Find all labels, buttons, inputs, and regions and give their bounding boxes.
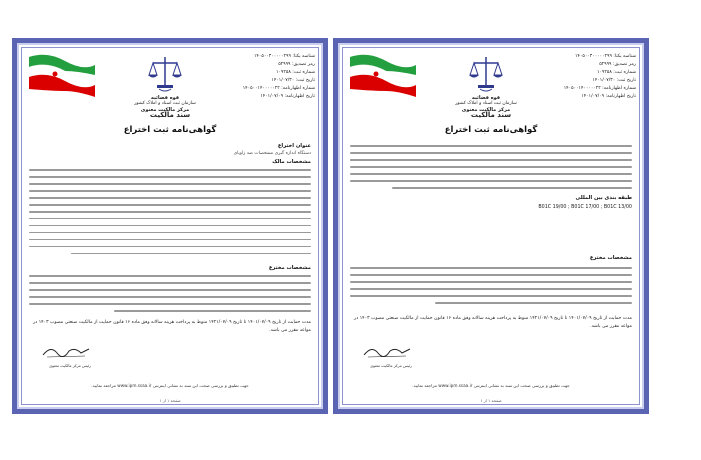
org-line3: مرکز مالکیت معنوی (461, 107, 511, 113)
meta-line: شناسه یکتا: ۱۴۰۵۰۰۳۰۰۰۰۰۲۹۹ (574, 54, 636, 59)
signature-image (362, 341, 412, 363)
verification-note: جهت تطبیق و بررسی صحت این سند به نشانی اینترنتی www.ipm.ssaa.ir مراجعه نمایید. (412, 383, 570, 388)
verification-note: جهت تطبیق و بررسی صحت این سند به نشانی اینترنتی www.ipm.ssaa.ir مراجعه نمایید. (91, 383, 249, 388)
certificate-page-right (333, 38, 649, 414)
owner-details-text (350, 145, 632, 194)
page-number: صفحه ۱ از ۱ (480, 398, 502, 403)
iran-flag-icon (27, 51, 97, 106)
document-kind: سند مالکیت (149, 111, 191, 119)
meta-line: رمز تصدیق: ۵۲۹۹۹ (599, 62, 636, 67)
document-kind: سند مالکیت (470, 111, 512, 119)
meta-line: تاریخ اظهارنامه: ۱۴۰۱/۰۷/۰۹ (581, 94, 636, 99)
inventor-section-label: مشخصات مخترع (589, 255, 632, 261)
owner-details-text (29, 169, 311, 260)
meta-line: شماره اظهارنامه: ۱۴۰۵۰۰۱۴۰۰۰۰۰۲۲ (563, 86, 636, 91)
meta-line: شماره ثبت: ۱۰۹۲۵۸ (597, 70, 636, 75)
meta-line: تاریخ اظهارنامه: ۱۴۰۱/۰۷/۰۹ (260, 94, 315, 99)
judiciary-emblem-icon (466, 53, 506, 93)
page-number: صفحه ۱ از ۱ (159, 398, 181, 403)
protection-term-note: مدت حمایت از تاریخ ۱۴۰۱/۰۷/۰۹ تا تاریخ ۱۴۲۱/۰۷/۰۹ منوط به پرداخت هزینه سالانه وفق ماده ۱۶ قانون حمایت از مالکیت صنعتی مصوب ۱۴۰۳ در مواعد مقرر می باشد. (32, 320, 311, 333)
certificate-page-left (12, 38, 328, 414)
meta-line: تاریخ ثبت: ۱۴۰۱/۰۷/۳۰ (592, 78, 636, 83)
owner-section-label: مشخصات مالک (272, 159, 311, 165)
meta-line: شماره اظهارنامه: ۱۴۰۵۰۰۱۴۰۰۰۰۰۲۲ (242, 86, 315, 91)
ipc-codes: B01C 19/00 ; B01C 17/00 ; B01C 13/00 (538, 205, 632, 210)
meta-line: رمز تصدیق: ۵۲۹۹۹ (278, 62, 315, 67)
signature-caption: رئیس مرکز مالکیت معنوی (49, 363, 91, 368)
inventor-details-text (29, 275, 311, 317)
protection-term-note: مدت حمایت از تاریخ ۱۴۰۱/۰۷/۰۹ تا تاریخ ۱۴۲۱/۰۷/۰۹ منوط به پرداخت هزینه سالانه وفق ماده ۱۶ قانون حمایت از مالکیت صنعتی مصوب ۱۴۰۳ در مواعد مقرر می باشد. (353, 316, 632, 329)
registration-meta (227, 53, 315, 101)
signature-image (41, 341, 91, 363)
org-line1: قوه قضائیه (471, 95, 501, 101)
org-line2: سازمان ثبت اسناد و املاک کشور (134, 101, 196, 106)
org-line3: مرکز مالکیت معنوی (140, 107, 190, 113)
meta-line: شماره ثبت: ۱۰۹۲۵۸ (276, 70, 315, 75)
signature-caption: رئیس مرکز مالکیت معنوی (370, 363, 412, 368)
document-title: گواهی‌نامه ثبت اختراع (123, 125, 217, 135)
iran-flag-icon (348, 51, 418, 106)
inventor-details-text (350, 267, 632, 309)
org-line1: قوه قضائیه (150, 95, 180, 101)
ipc-section-label: طبقه بندی بین المللی (575, 195, 632, 201)
meta-line: شناسه یکتا: ۱۴۰۵۰۰۳۰۰۰۰۰۲۹۹ (253, 54, 315, 59)
invention-title-label: عنوان اختراع (277, 143, 311, 149)
inventor-section-label: مشخصات مخترع (268, 265, 311, 271)
registration-meta (548, 53, 636, 101)
judiciary-emblem-icon (145, 53, 185, 93)
invention-title-value: دستگاه اندازه گیری مشخصات ضد زاویای (233, 151, 311, 156)
document-title: گواهی‌نامه ثبت اختراع (444, 125, 538, 135)
meta-line: تاریخ ثبت: ۱۴۰۱/۰۷/۳۰ (271, 78, 315, 83)
org-line2: سازمان ثبت اسناد و املاک کشور (455, 101, 517, 106)
